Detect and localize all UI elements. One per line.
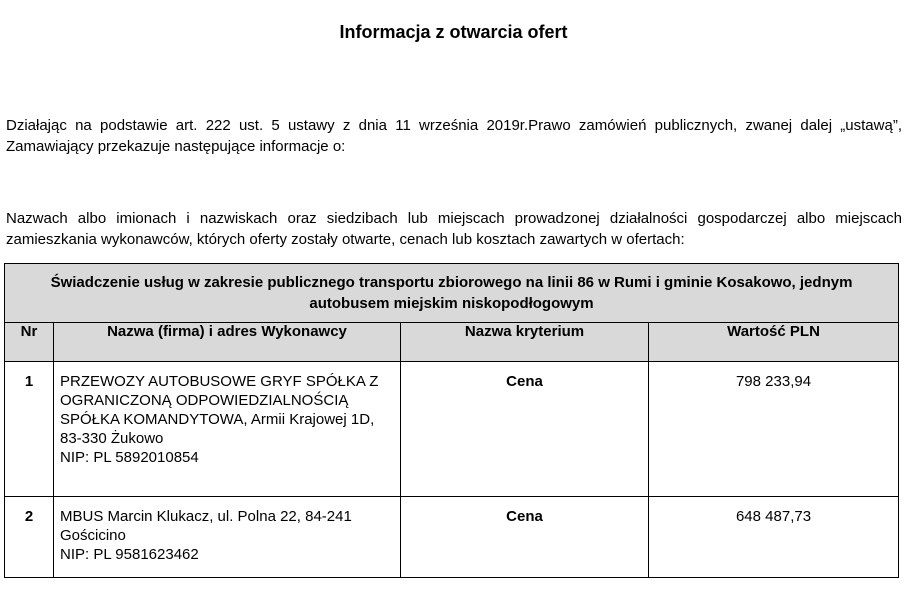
row-nr: 1 — [5, 362, 54, 497]
header-value: Wartość PLN — [649, 323, 899, 362]
contractors-paragraph: Nazwach albo imionach i nazwiskach oraz siedzibach lub miejscach prowadzonej działalności gospodarczej albo miejscach zamieszkania wykonawców, których oferty zostały otwarte, cenach lub kosztach zawartych w ofertach: — [6, 210, 902, 248]
row-contractor — [54, 362, 401, 497]
table-row — [5, 362, 899, 497]
table-row — [5, 497, 899, 578]
row-value: 648 487,73 — [649, 497, 899, 578]
offers-table — [4, 263, 899, 578]
contractor-nip: NIP: PL 9581623462 — [60, 546, 199, 563]
header-name: Nazwa (firma) i adres Wykonawcy — [54, 323, 401, 362]
intro-paragraph: Działając na podstawie art. 222 ust. 5 ustawy z dnia 11 września 2019r.Prawo zamówień publicznych, zwanej dalej „ustawą”, Zamawiający przekazuje następujące informacje o: — [6, 117, 902, 155]
document-title: Informacja z otwarcia ofert — [339, 22, 568, 42]
header-criterion: Nazwa kryterium — [401, 323, 649, 362]
contractor-name: PRZEWOZY AUTOBUSOWE GRYF SPÓŁKA Z OGRANICZONĄ ODPOWIEDZIALNOŚCIĄ SPÓŁKA KOMANDYTOWA, Armii Krajowej 1D, 83-330 Żukowo — [60, 373, 379, 447]
table-header-row — [5, 323, 899, 362]
contractor-name: MBUS Marcin Klukacz, ul. Polna 22, 84-241 Gościcino — [60, 508, 352, 544]
contractor-nip: NIP: PL 5892010854 — [60, 449, 199, 466]
row-value: 798 233,94 — [649, 362, 899, 497]
header-nr: Nr — [5, 323, 54, 362]
row-criterion: Cena — [401, 362, 649, 497]
row-criterion: Cena — [401, 497, 649, 578]
row-contractor — [54, 497, 401, 578]
table-banner: Świadczenie usług w zakresie publicznego transportu zbiorowego na linii 86 w Rumi i gminie Kosakowo, jednym autobusem miejskim niskopodłogowym — [5, 264, 899, 323]
row-nr: 2 — [5, 497, 54, 578]
